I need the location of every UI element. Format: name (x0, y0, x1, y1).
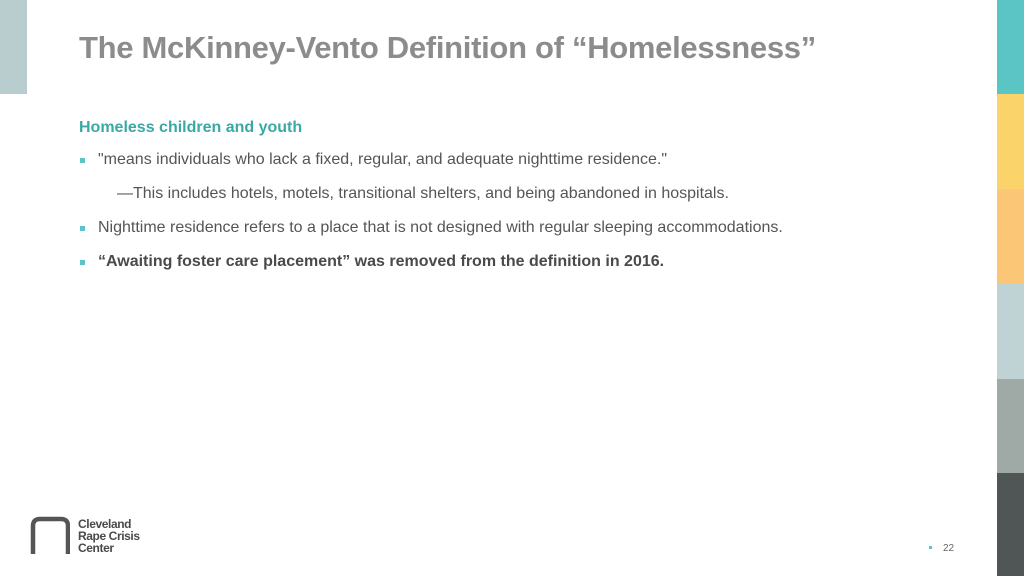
bullet-marker (80, 158, 85, 163)
sub-bullet-item (117, 185, 729, 203)
section-subheading: Homeless children and youth (79, 119, 303, 136)
strip-orange (997, 189, 1024, 284)
logo-line: Rape Crisis (78, 529, 140, 543)
strip-dark-gray (997, 473, 1024, 576)
strip-yellow (997, 94, 1024, 189)
sub-bullet-dash: — (117, 185, 133, 202)
logo-icon (30, 516, 70, 556)
bullet-item: "means individuals who lack a fixed, regular, and adequate nighttime residence." (98, 151, 668, 168)
strip-light-gray (997, 284, 1024, 379)
page-number: 22 (943, 543, 955, 554)
strip-teal (997, 0, 1024, 94)
page-number-marker (929, 546, 932, 549)
logo-line: Center (78, 541, 114, 555)
slide-title: The McKinney-Vento Definition of “Homelessness” (79, 30, 816, 65)
logo-wordmark (78, 518, 140, 554)
sub-bullet-text: This includes hotels, motels, transitional shelters, and being abandoned in hospitals. (133, 185, 729, 202)
bullet-marker (80, 260, 85, 265)
bullet-item-bold: “Awaiting foster care placement” was removed from the definition in 2016. (98, 253, 665, 270)
bullet-marker (80, 226, 85, 231)
color-strip (997, 0, 1024, 576)
strip-gray (997, 379, 1024, 473)
logo-line: Cleveland (78, 517, 132, 531)
bullet-item: Nighttime residence refers to a place that is not designed with regular sleeping accommodations. (98, 219, 783, 236)
corner-accent-block (0, 0, 27, 94)
